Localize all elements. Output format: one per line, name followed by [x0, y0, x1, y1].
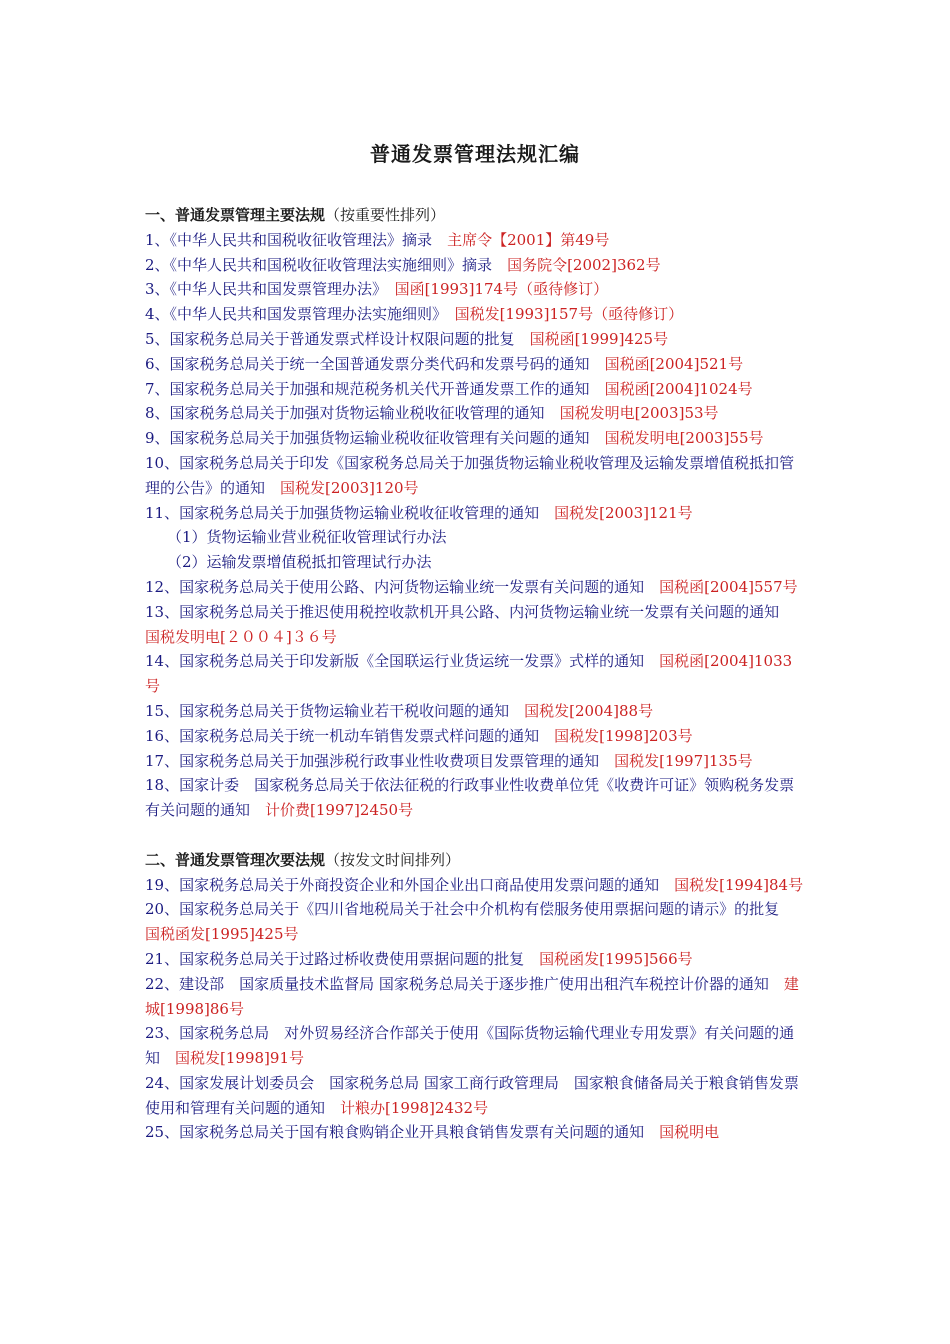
regulation-doc-number: 国函[1993]174号（亟待修订） [394, 280, 609, 299]
regulation-doc-number: 国税发明电[2003]53号 [559, 404, 719, 423]
document-body [145, 203, 807, 1145]
regulation-doc-number: 国税函[2004]557号 [659, 577, 798, 596]
regulation-doc-number: 国税发[1997]135号 [614, 751, 753, 770]
regulation-item [145, 947, 807, 972]
regulation-item [145, 1120, 807, 1145]
regulation-doc-number: 国税明电 [659, 1123, 720, 1142]
regulation-title: 11、国家税务总局关于加强货物运输业税收征收管理的通知 [145, 503, 540, 522]
regulation-doc-number: 国税发[2004]88号 [524, 701, 654, 720]
regulation-title: 3、《中华人民共和国发票管理办法》 [145, 280, 380, 299]
regulation-title: 8、国家税务总局关于加强对货物运输业税收征收管理的通知 [145, 404, 545, 423]
regulation-doc-number: 国税函[2004]521号 [604, 354, 744, 373]
regulation-item [145, 253, 807, 278]
regulation-doc-number: 国税发[1998]203号 [554, 726, 693, 745]
regulation-item [145, 501, 807, 526]
section-heading [145, 848, 807, 873]
regulation-doc-number: 计粮办[1998]2432号 [340, 1098, 489, 1117]
regulation-item [145, 451, 807, 501]
regulation-item [145, 897, 807, 947]
regulation-title: 12、国家税务总局关于使用公路、内河货物运输业统一发票有关问题的通知 [145, 577, 645, 596]
section-heading-text: 二、普通发票管理次要法规 [145, 850, 326, 869]
regulation-doc-number: 国税函发[1995]566号 [539, 949, 693, 968]
regulation-title: 6、国家税务总局关于统一全国普通发票分类代码和发票号码的通知 [145, 354, 590, 373]
regulation-doc-number: 计价费[1997]2450号 [265, 801, 414, 820]
regulation-item [145, 972, 807, 1022]
regulation-title: 23、国家税务总局 对外贸易经济合作部关于使用《国际货物运输代理业专用发票》有关问题的通知 [145, 1024, 795, 1068]
regulation-title: 17、国家税务总局关于加强涉税行政事业性收费项目发票管理的通知 [145, 751, 600, 770]
regulation-title: （2）运输发票增值税抵扣管理试行办法 [167, 553, 432, 572]
regulation-item [145, 649, 807, 699]
regulation-title: 19、国家税务总局关于外商投资企业和外国企业出口商品使用发票问题的通知 [145, 875, 660, 894]
regulation-item [145, 575, 807, 600]
regulation-title: 5、国家税务总局关于普通发票式样设计权限问题的批复 [145, 329, 515, 348]
regulation-title: 9、国家税务总局关于加强货物运输业税收征收管理有关问题的通知 [145, 429, 590, 448]
regulation-title: 14、国家税务总局关于印发新版《全国联运行业货运统一发票》式样的通知 [145, 652, 645, 671]
regulation-title: 20、国家税务总局关于《四川省地税局关于社会中介机构有偿服务使用票据问题的请示》的批复 [145, 900, 780, 919]
regulation-item [145, 327, 807, 352]
regulation-title: 4、《中华人民共和国发票管理办法实施细则》 [145, 305, 440, 324]
section-heading-note: （按发文时间排列） [325, 850, 461, 869]
regulation-doc-number: 国税发[1998]91号 [175, 1049, 304, 1068]
regulation-item [145, 377, 807, 402]
regulation-item [145, 277, 807, 302]
regulation-title: 16、国家税务总局关于统一机动车销售发票式样问题的通知 [145, 726, 540, 745]
regulation-doc-number: 国税函发[1995]425号 [145, 925, 299, 944]
regulation-doc-number: 主席令【2001】第49号 [447, 230, 610, 249]
regulation-title: 10、国家税务总局关于印发《国家税务总局关于加强货物运输业税收管理及运输发票增值税抵扣管理的公告》的通知 [145, 453, 795, 497]
regulation-item [145, 352, 807, 377]
regulation-title: 24、国家发展计划委员会 国家税务总局 国家工商行政管理局 国家粮食储备局关于粮食销售发票使用和管理有关问题的通知 [145, 1073, 799, 1117]
regulation-doc-number: 国税函[2004]1033号 [145, 652, 793, 696]
regulation-item [145, 525, 807, 550]
regulation-title: 1、《中华人民共和国税收征收管理法》摘录 [145, 230, 433, 249]
regulation-item [145, 724, 807, 749]
section-gap [145, 823, 807, 848]
regulation-item [145, 1071, 807, 1121]
regulation-title: 21、国家税务总局关于过路过桥收费使用票据问题的批复 [145, 949, 525, 968]
regulation-title: 13、国家税务总局关于推迟使用税控收款机开具公路、内河货物运输业统一发票有关问题的通知 [145, 602, 780, 621]
regulation-doc-number: 国税发明电[２００４]３６号 [145, 627, 337, 646]
regulation-item [145, 550, 807, 575]
regulation-doc-number: 国税函[2004]1024号 [604, 379, 753, 398]
regulation-title: 22、建设部 国家质量技术监督局 国家税务总局关于逐步推广使用出租汽车税控计价器的通知 [145, 974, 769, 993]
regulation-title: 18、国家计委 国家税务总局关于依法征税的行政事业性收费单位凭《收费许可证》领购税务发票有关问题的通知 [145, 776, 795, 820]
regulation-item [145, 873, 807, 898]
regulation-doc-number: 国税发明电[2003]55号 [604, 429, 764, 448]
regulation-item [145, 699, 807, 724]
regulation-title: 7、国家税务总局关于加强和规范税务机关代开普通发票工作的通知 [145, 379, 590, 398]
regulation-title: 25、国家税务总局关于国有粮食购销企业开具粮食销售发票有关问题的通知 [145, 1123, 645, 1142]
section-heading-note: （按重要性排列） [325, 206, 446, 224]
document-title: 普通发票管理法规汇编 [370, 142, 580, 166]
regulation-doc-number: 国税函[1999]425号 [529, 329, 669, 348]
regulation-doc-number: 国税发[2003]120号 [280, 478, 419, 497]
regulation-item [145, 773, 807, 823]
regulation-doc-number: 国务院令[2002]362号 [507, 255, 661, 274]
regulation-item [145, 1021, 807, 1071]
regulation-doc-number: 国税发[2003]121号 [554, 503, 693, 522]
regulation-doc-number: 国税发[1993]157号（亟待修订） [454, 305, 684, 324]
regulation-title: （1）货物运输业营业税征收管理试行办法 [167, 528, 447, 547]
section-heading [145, 203, 807, 228]
regulation-item [145, 228, 807, 253]
regulation-title: 15、国家税务总局关于货物运输业若干税收问题的通知 [145, 701, 510, 720]
regulation-item [145, 600, 807, 650]
regulation-item [145, 749, 807, 774]
regulation-doc-number: 建城[1998]86号 [145, 974, 799, 1018]
regulation-title: 2、《中华人民共和国税收征收管理法实施细则》摘录 [145, 255, 493, 274]
regulation-doc-number: 国税发[1994]84号 [674, 875, 804, 894]
regulation-item [145, 302, 807, 327]
regulation-item [145, 426, 807, 451]
regulation-item [145, 401, 807, 426]
section-heading-text: 一、普通发票管理主要法规 [145, 206, 326, 224]
